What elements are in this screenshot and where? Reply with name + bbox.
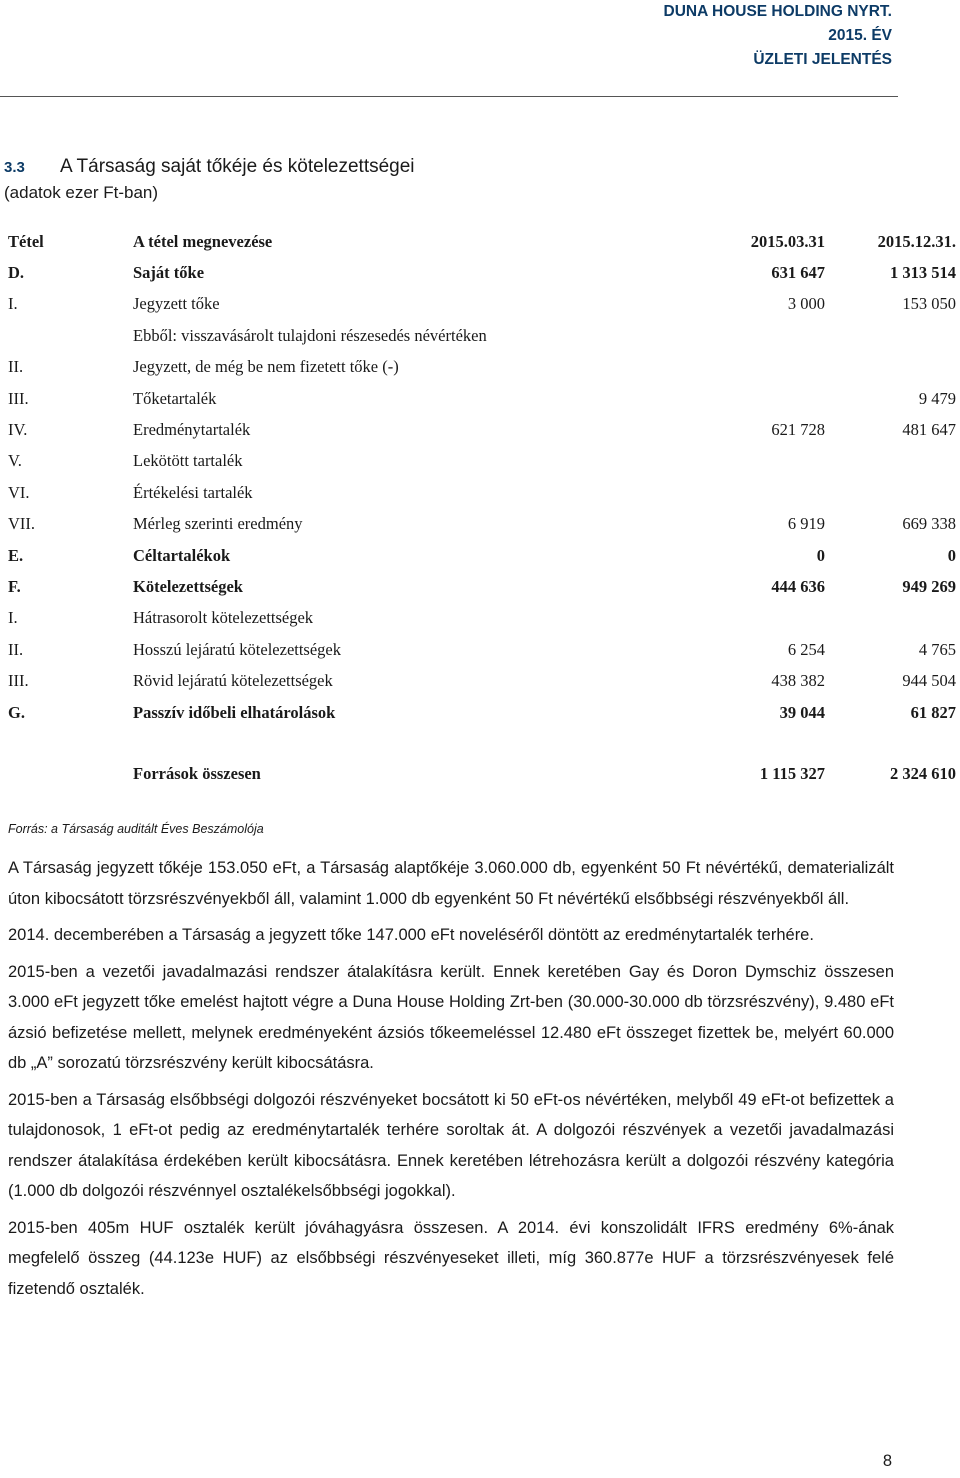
item-name: Passzív időbeli elhatárolások (133, 702, 336, 722)
item-code (8, 320, 133, 351)
page-number: 8 (882, 1452, 892, 1470)
item-name: Lekötött tartalék (133, 451, 243, 471)
item-name: Jegyzett, de még be nem fizetett tőke (-) (133, 357, 399, 377)
table-row (8, 665, 956, 696)
item-name: Saját tőke (133, 263, 205, 283)
item-name: Értékelési tartalék (133, 482, 253, 502)
table-row (8, 571, 956, 602)
item-name: Jegyzett tőke (133, 294, 220, 314)
column-header: Tétel (8, 231, 44, 251)
item-name: Mérleg szerinti eredmény (133, 514, 303, 534)
item-code: D. (8, 263, 25, 283)
item-value: 481 647 (902, 420, 956, 440)
spacer-row (8, 728, 956, 758)
item-code: I. (8, 608, 18, 628)
item-value: 0 (816, 545, 825, 565)
item-value: 39 044 (779, 702, 825, 722)
item-value: 944 504 (902, 671, 956, 691)
header-divider (0, 96, 898, 97)
item-name: Eredménytartalék (133, 420, 251, 440)
table-row (8, 289, 956, 320)
total-value: 2 324 610 (890, 763, 956, 783)
item-value: 438 382 (771, 671, 825, 691)
table-row (8, 603, 956, 634)
item-code: V. (8, 451, 22, 471)
item-value: 61 827 (910, 702, 956, 722)
item-name: Kötelezettségek (133, 576, 243, 596)
item-value (678, 383, 825, 414)
item-code: I. (8, 294, 18, 314)
item-code: F. (8, 576, 21, 596)
item-value (678, 603, 825, 634)
table-row (8, 320, 956, 351)
item-code (8, 758, 133, 789)
total-label: Források összesen (133, 763, 261, 783)
item-value (825, 603, 956, 634)
total-row (8, 758, 956, 789)
item-value: 444 636 (771, 576, 825, 596)
item-name: Tőketartalék (133, 388, 217, 408)
table-row (8, 540, 956, 571)
item-code: III. (8, 388, 29, 408)
paragraph: 2014. decemberében a Társaság a jegyzett tőke 147.000 eFt noveléséről döntött az eredménytartalék terhére. (8, 926, 814, 944)
company-name: DUNA HOUSE HOLDING NYRT. (663, 3, 892, 20)
item-value (678, 446, 825, 477)
item-code: III. (8, 671, 29, 691)
item-value: 1 313 514 (890, 263, 956, 283)
table-row (8, 446, 956, 477)
table-header-row (8, 226, 956, 257)
table-row (8, 383, 956, 414)
paragraph: 2015-ben 405m HUF osztalék került jóváhagyásra összesen. A 2014. évi konszolidált IFRS eredmény 6%-ának megfelelő összeg (44.123e HUF) az elsőbbségi részvényeseket illeti, míg 360.877e HUF a törzsrészvényesek felé fizetendő osztalék. (8, 1218, 894, 1298)
section-subtitle: (adatok ezer Ft-ban) (4, 183, 159, 202)
item-name: Hátrasorolt kötelezettségek (133, 608, 314, 628)
item-value (825, 446, 956, 477)
item-value (678, 352, 825, 383)
paragraph: A Társaság jegyzett tőkéje 153.050 eFt, a Társaság alaptőkéje 3.060.000 db, egyenként 50 Ft névértékű, dematerializált úton kibocsátott törzsrészvényekből áll, valamint 1.000 db egyenként 50 Ft névértékű elsőbbségi részvényekből áll. (8, 859, 894, 908)
item-code: IV. (8, 420, 28, 440)
item-code: II. (8, 357, 24, 377)
table-row (8, 697, 956, 728)
item-name: Rövid lejáratú kötelezettségek (133, 671, 333, 691)
paragraph: 2015-ben a vezetői javadalmazási rendszer átalakításra került. Ennek keretében Gay és Doron Dymschiz összesen 3.000 eFt jegyzett tőke emelést hajtott végre a Duna House Holding Zrt-ben (30.000-30.000 db törzsrészvény), 9.480 eFt ázsió befizetése mellett, melynek eredményeként ázsiós tőkeemeléssel 12.480 eFt összeget fizettek be, melyért 60.000 db „A” sorozatú törzsrészvény került kibocsátásra. (8, 962, 894, 1072)
item-value: 621 728 (771, 420, 825, 440)
item-value: 6 919 (787, 514, 825, 534)
item-value: 0 (947, 545, 956, 565)
item-code: II. (8, 639, 24, 659)
item-value: 3 000 (787, 294, 825, 314)
item-value: 631 647 (771, 263, 825, 283)
table-row (8, 257, 956, 288)
item-value: 153 050 (902, 294, 956, 314)
section-title (4, 156, 415, 178)
item-value (678, 477, 825, 508)
item-code: VII. (8, 514, 36, 534)
table-row (8, 477, 956, 508)
column-header: 2015.12.31. (877, 231, 956, 251)
body-text (8, 853, 894, 1310)
item-value (825, 352, 956, 383)
balance-sheet-table (8, 226, 956, 790)
total-value: 1 115 327 (759, 763, 825, 783)
item-code: VI. (8, 482, 30, 502)
item-value: 4 765 (918, 639, 956, 659)
item-value (678, 320, 825, 351)
item-code: G. (8, 702, 25, 722)
item-name: Céltartalékok (133, 545, 231, 565)
report-year: 2015. ÉV (828, 27, 892, 44)
item-code: E. (8, 545, 24, 565)
item-value (825, 477, 956, 508)
paragraph: 2015-ben a Társaság elsőbbségi dolgozói részvényeket bocsátott ki 50 eFt-os névértéken, melyből 49 eFt-ot befizettek a tulajdonosok, 1 eFt-ot pedig az eredménytartalék terhére soroltak át. A dolgozói részvények a vezetői javadalmazási rendszer átalakítása érdekében került kibocsátásra. Ennek keretében létrehozásra került a dolgozói részvény kategória (1.000 db dolgozói részvénnyel osztalékelsőbbségi jogokkal). (8, 1090, 894, 1200)
item-value: 9 479 (918, 388, 956, 408)
report-header (664, 0, 893, 72)
item-name: Ebből: visszavásárolt tulajdoni részesedés névértéken (133, 325, 487, 345)
item-value: 669 338 (902, 514, 956, 534)
table-row (8, 414, 956, 445)
item-value: 6 254 (787, 639, 825, 659)
source-note: Forrás: a Társaság auditált Éves Beszámolója (8, 822, 264, 836)
section-title-text: A Társaság saját tőkéje és kötelezettségei (60, 156, 415, 177)
table-row (8, 352, 956, 383)
item-value (825, 320, 956, 351)
table-row (8, 634, 956, 665)
item-value: 949 269 (902, 576, 956, 596)
column-header: 2015.03.31 (750, 231, 825, 251)
column-header: A tétel megnevezése (133, 231, 273, 251)
report-type: ÜZLETI JELENTÉS (753, 51, 892, 68)
table-row (8, 509, 956, 540)
item-name: Hosszú lejáratú kötelezettségek (133, 639, 341, 659)
section-number: 3.3 (4, 159, 25, 176)
